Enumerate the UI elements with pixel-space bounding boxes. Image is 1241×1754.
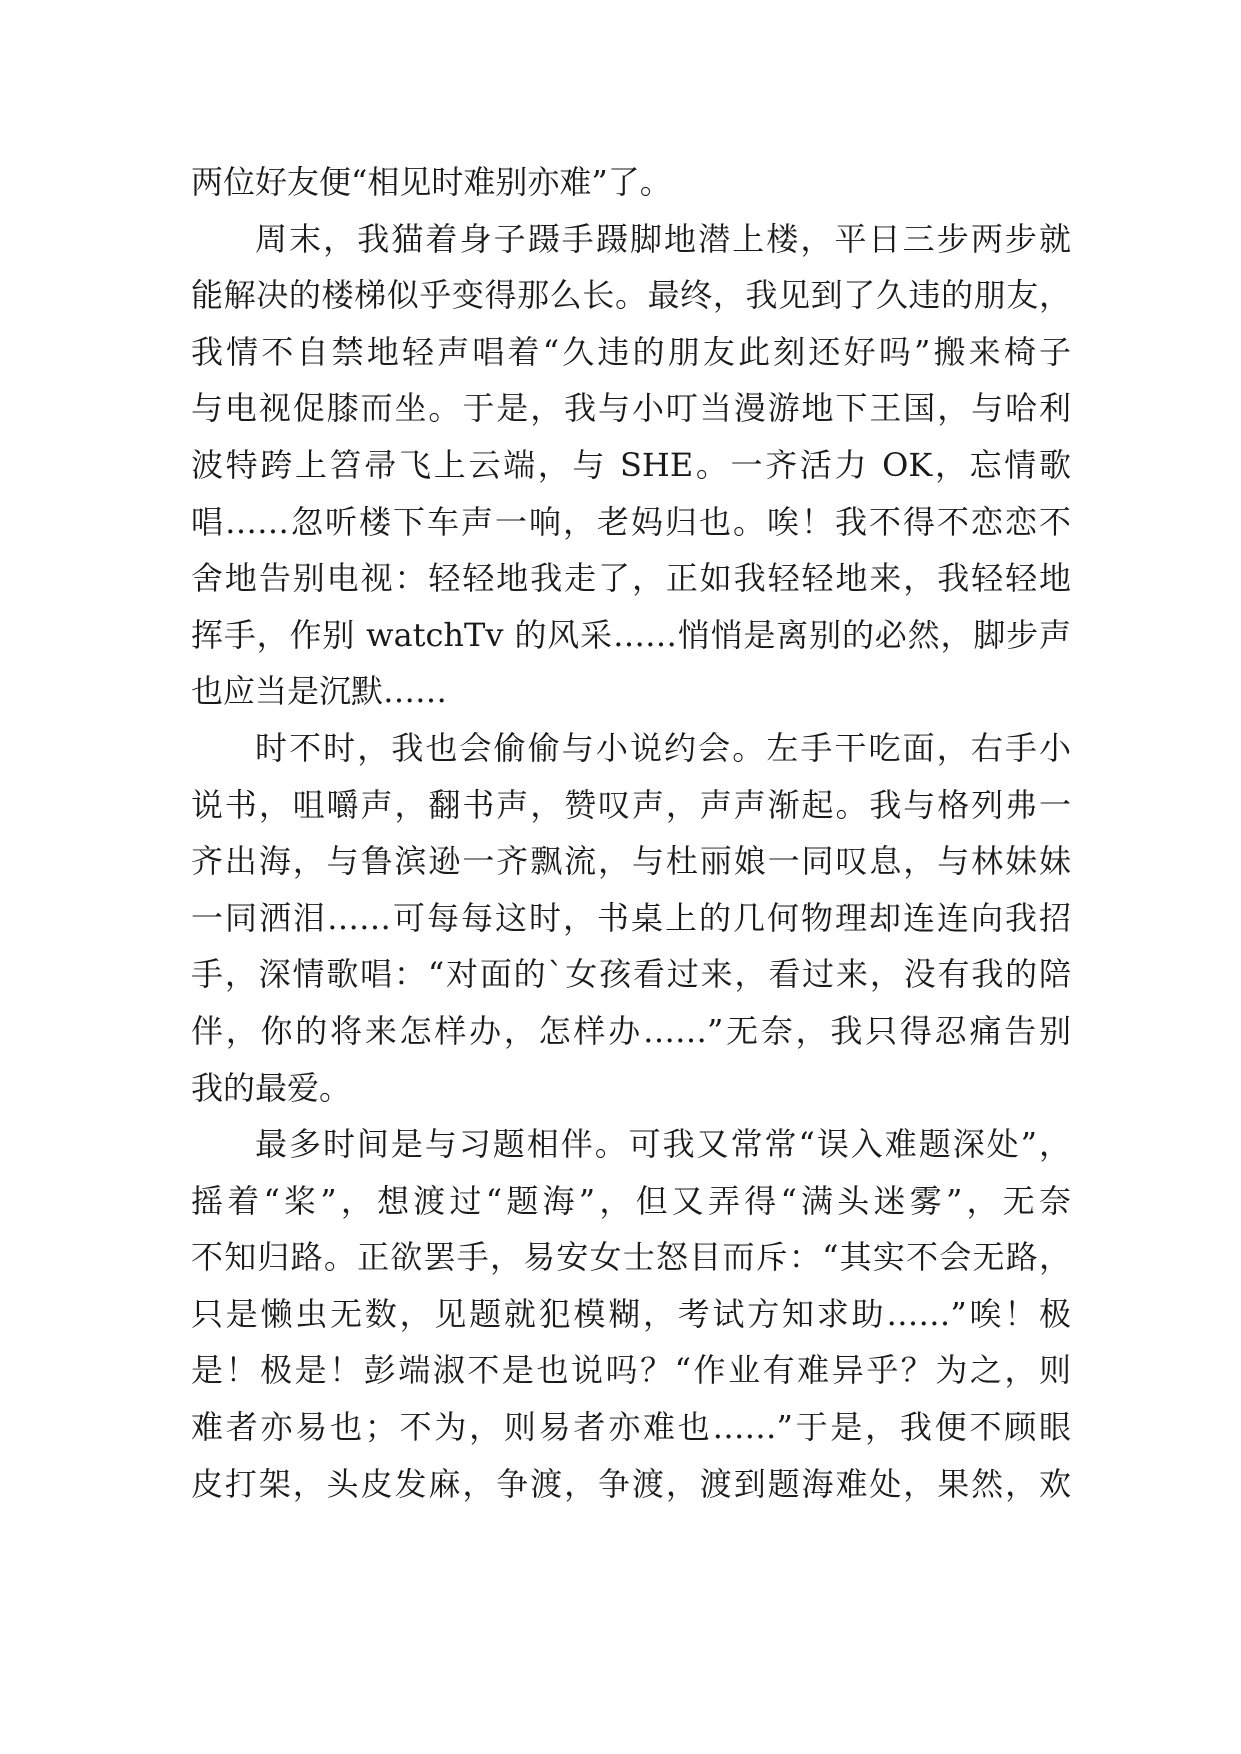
text-line: 周末，我猫着身子蹑手蹑脚地潜上楼，平日三步两步就: [255, 219, 1071, 258]
text-line: 能解决的楼梯似乎变得那么长。最终，我见到了久违的朋友，: [191, 276, 1071, 315]
text-line: 波特跨上笤帚飞上云端，与 SHE。一齐活力 OK，忘情歌: [191, 445, 1071, 484]
text-line: 时不时，我也会偷偷与小说约会。左手干吃面，右手小: [255, 728, 1071, 767]
text-line: 唱……忽听楼下车声一响，老妈归也。唉！我不得不恋恋不: [191, 502, 1071, 541]
text-line: 不知归路。正欲罢手，易安女士怒目而斥：“其实不会无路，: [191, 1238, 1071, 1277]
text-line: 舍地告别电视：轻轻地我走了，正如我轻轻地来，我轻轻地: [191, 559, 1071, 598]
text-line: 我情不自禁地轻声唱着“久违的朋友此刻还好吗”搬来椅子: [191, 332, 1071, 371]
text-line: 伴，你的将来怎样办，怎样办……”无奈，我只得忍痛告别: [191, 1011, 1071, 1050]
text-line: 皮打架，头皮发麻，争渡，争渡，渡到题海难处，果然，欢: [191, 1464, 1071, 1503]
text-line: 齐出海，与鲁滨逊一齐飘流，与杜丽娘一同叹息，与林妹妹: [191, 842, 1071, 881]
text-line: 挥手，作别 watchTv 的风采……悄悄是离别的必然，脚步声: [191, 615, 1071, 654]
text-line: 一同洒泪……可每每这时，书桌上的几何物理却连连向我招: [191, 898, 1071, 937]
text-line: 两位好友便“相见时难别亦难”了。: [191, 163, 672, 201]
text-line: 最多时间是与习题相伴。可我又常常“误入难题深处”，: [255, 1125, 1071, 1164]
text-line: 只是懒虫无数，见题就犯模糊，考试方知求助……”唉！极: [191, 1294, 1071, 1333]
text-line: 手，深情歌唱：“对面的`女孩看过来，看过来，没有我的陪: [191, 955, 1071, 994]
text-line: 是！极是！彭端淑不是也说吗？“作业有难异乎？为之，则: [191, 1351, 1071, 1390]
essay-body: [191, 154, 1071, 1512]
text-line: 难者亦易也；不为，则易者亦难也……”于是，我便不顾眼: [191, 1408, 1071, 1447]
text-line: 说书，咀嚼声，翻书声，赞叹声，声声渐起。我与格列弗一: [191, 785, 1071, 824]
text-line: 摇着“桨”，想渡过“题海”，但又弄得“满头迷雾”，无奈: [191, 1181, 1071, 1220]
text-line: 与电视促膝而坐。于是，我与小叮当漫游地下王国，与哈利: [191, 389, 1071, 428]
text-line: 也应当是沉默……: [191, 672, 448, 711]
text-line: 我的最爱。: [191, 1068, 352, 1107]
